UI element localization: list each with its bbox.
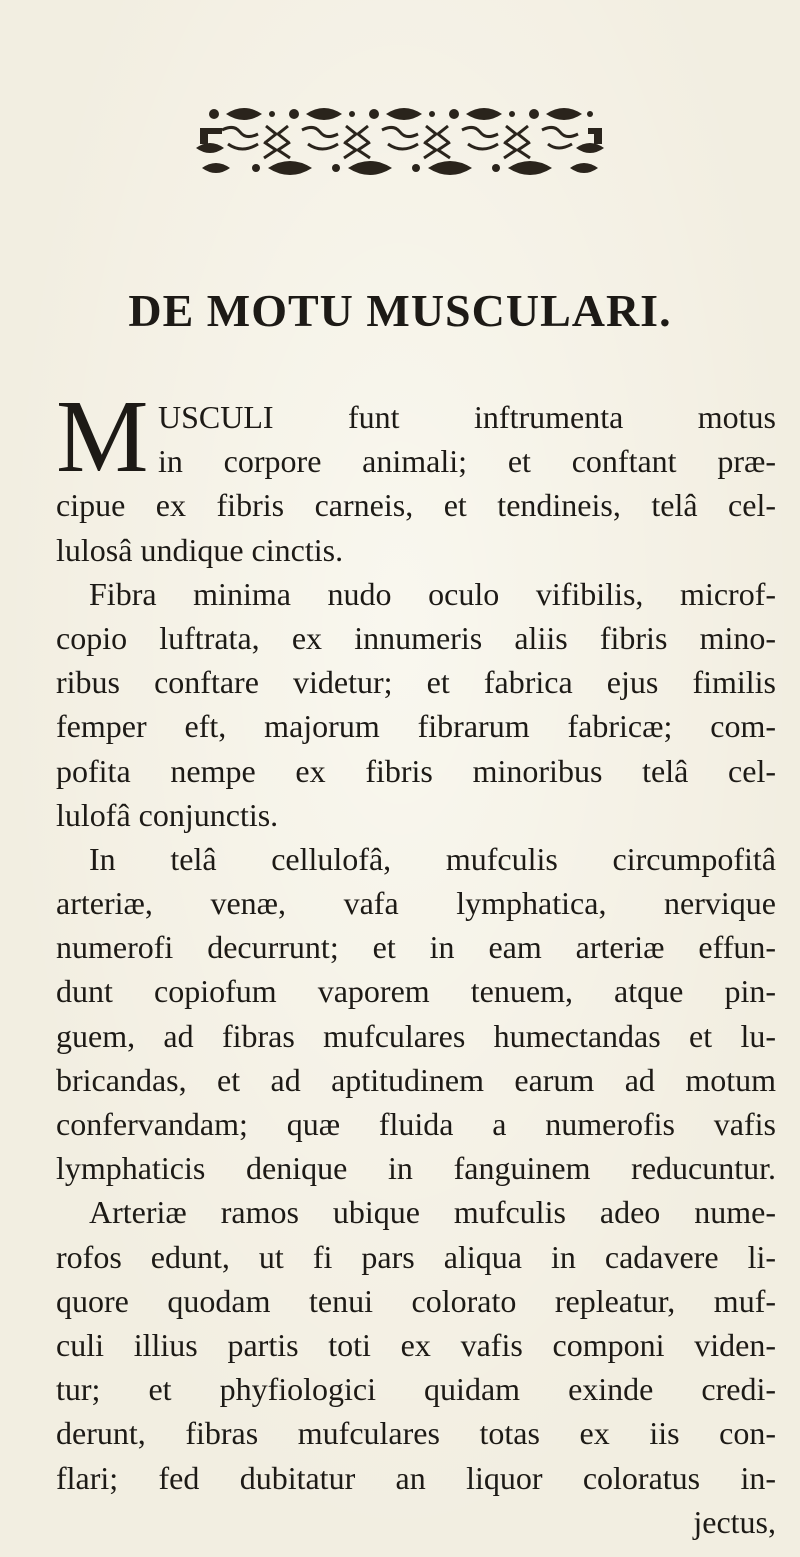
text-line: copio luftrata, ex innumeris aliis fibris mino-: [56, 619, 776, 656]
text-line: jectus,: [693, 1503, 776, 1540]
text-line: Fibra minima nudo oculo vifibilis, microf-: [89, 575, 776, 612]
text-line: flari; fed dubitatur an liquor coloratus in-: [56, 1459, 776, 1496]
text-line: lymphaticis denique in fanguinem reducuntur.: [56, 1150, 776, 1187]
text-line: numerofi decurrunt; et in eam arteriæ effun-: [56, 929, 776, 966]
text-line: cipue ex fibris carneis, et tendineis, telâ cel-: [56, 487, 776, 524]
text-line: femper eft, majorum fibrarum fabricæ; com-: [56, 708, 776, 745]
printers-ornament-band: [192, 96, 608, 184]
body-text: [56, 379, 776, 1544]
text-line: rofos edunt, ut fi pars aliqua in cadavere li-: [56, 1238, 776, 1275]
text-line: pofita nempe ex fibris minoribus telâ cel-: [56, 752, 776, 789]
text-line: tur; et phyfiologici quidam exinde credi-: [56, 1371, 776, 1408]
text-line: ribus conftare videtur; et fabrica ejus fimilis: [56, 664, 776, 701]
text-line: USCULI funt inftrumenta motus: [158, 399, 776, 435]
text-line: culi illius partis toti ex vafis componi viden-: [56, 1326, 776, 1363]
text-line: In telâ cellulofâ, mufculis circumpofitâ: [89, 840, 776, 877]
text-line: lulosâ undique cinctis.: [56, 531, 344, 568]
text-line: in corpore animali; et conftant præ-: [158, 443, 776, 480]
text-line: guem, ad fibras mufculares humectandas et lu-: [56, 1017, 776, 1054]
text-line: confervandam; quæ fluida a numerofis vafis: [56, 1106, 776, 1142]
drop-capital: M: [56, 379, 149, 494]
text-line: Arteriæ ramos ubique mufculis adeo nume-: [89, 1194, 776, 1231]
text-line: derunt, fibras mufculares totas ex iis con-: [56, 1415, 776, 1452]
text-line: dunt copiofum vaporem tenuem, atque pin-: [56, 973, 776, 1010]
text-line: bricandas, et ad aptitudinem earum ad motum: [56, 1061, 776, 1098]
text-line: arteriæ, venæ, vafa lymphatica, nervique: [56, 885, 776, 922]
text-line: lulofâ conjunctis.: [56, 796, 279, 833]
chapter-title: DE MOTU MUSCULARI.: [128, 285, 672, 336]
text-line: quore quodam tenui colorato repleatur, muf-: [56, 1282, 776, 1319]
